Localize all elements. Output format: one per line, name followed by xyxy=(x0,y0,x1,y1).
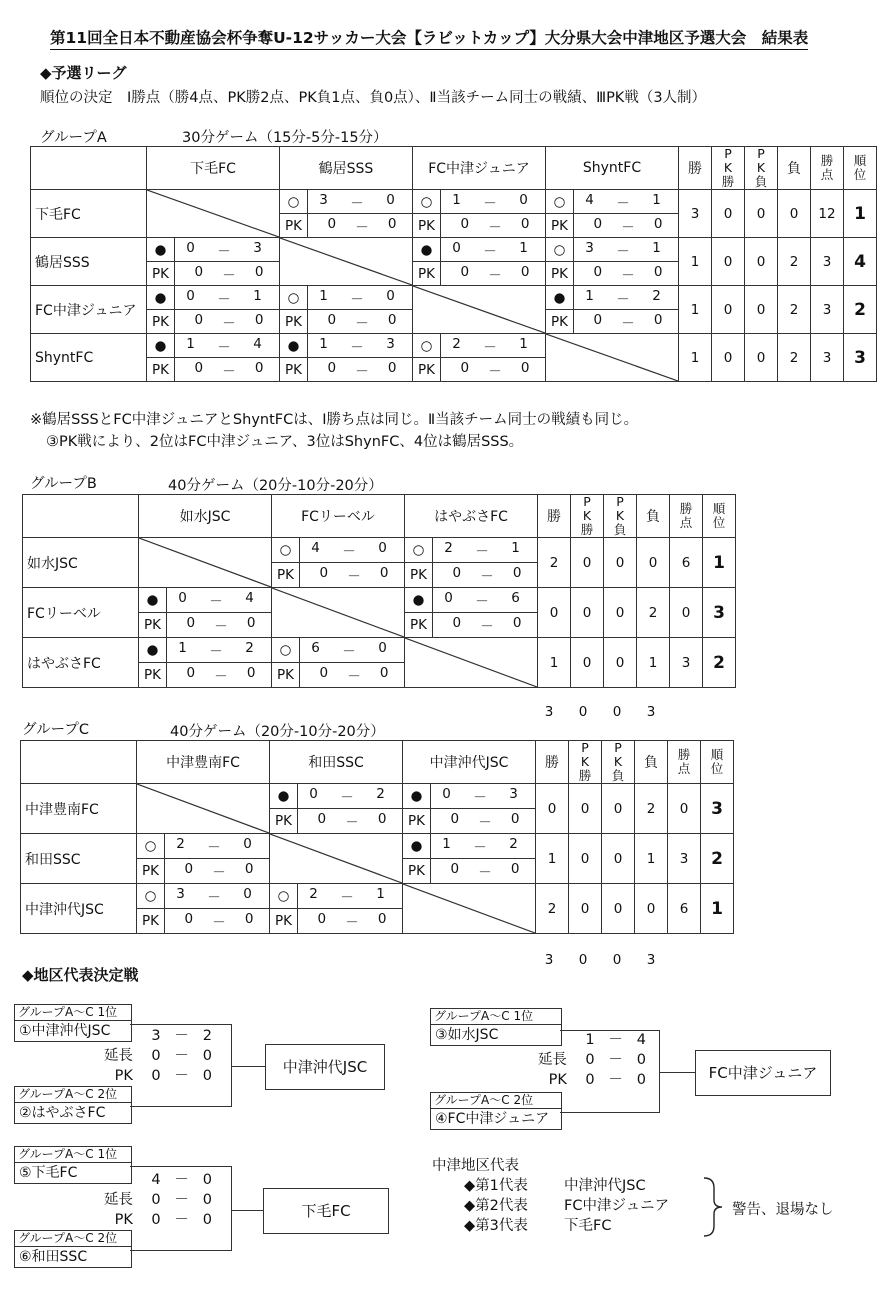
total-value: 0 xyxy=(578,704,588,720)
pk-score: 0 － 0 xyxy=(441,214,546,238)
knockout-heading: ◆地区代表決定戦 xyxy=(22,966,139,984)
row-team-name: FC中津ジュニア xyxy=(31,286,147,334)
stat-rank: 2 xyxy=(703,638,736,688)
self-match-cell xyxy=(546,334,679,382)
stat-points: 3 xyxy=(811,334,844,382)
pk-label: PK xyxy=(413,214,441,238)
rep-2-team: FC中津ジュニア xyxy=(564,1198,670,1214)
pk-score: 0 － 0 xyxy=(574,262,679,286)
self-match-cell xyxy=(405,638,538,688)
match-score: 0 － 1 xyxy=(441,238,546,262)
column-header-team: 如水JSC xyxy=(139,495,272,538)
stat-pklose: 0 xyxy=(604,538,637,588)
group-b-label: グループB xyxy=(30,476,97,492)
pk-label: PK xyxy=(413,262,441,286)
pk-score: 0 － 0 xyxy=(167,663,272,688)
rep-3-rank: ◆第3代表 xyxy=(464,1218,528,1234)
stat-header-pkwin: P K 勝 xyxy=(571,495,604,538)
pk-label: PK xyxy=(272,663,300,688)
table-row xyxy=(21,884,734,909)
pk-label: PK xyxy=(139,663,167,688)
stat-pklose: 0 xyxy=(745,190,778,238)
group-c-label: グループC xyxy=(22,722,89,738)
match3-scores: 4 － 0 延長 0 － 0 PK 0 － 0 xyxy=(103,1172,212,1228)
column-header-team: 和田SSC xyxy=(270,741,403,784)
match2-team-a: ③如水JSC xyxy=(435,1027,499,1043)
pk-score: 0 － 0 xyxy=(175,358,280,382)
stat-header-points: 勝 点 xyxy=(811,147,844,190)
stat-header-win: 勝 xyxy=(536,741,569,784)
stat-header-pklose: P K 負 xyxy=(602,741,635,784)
stat-pkwin: 0 xyxy=(712,286,745,334)
stat-win: 1 xyxy=(679,238,712,286)
result-mark: ● xyxy=(546,286,574,310)
stat-pkwin: 0 xyxy=(712,238,745,286)
stat-win: 0 xyxy=(538,588,571,638)
group-b-table xyxy=(22,494,736,688)
column-header-team: FCリーベル xyxy=(272,495,405,538)
stat-pklose: 0 xyxy=(604,638,637,688)
result-mark: ○ xyxy=(272,638,300,663)
pk-label: PK xyxy=(546,214,574,238)
pk-score: 0 － 0 xyxy=(308,310,413,334)
total-value: 3 xyxy=(544,952,554,968)
match-score: 3 － 0 xyxy=(165,884,270,909)
pk-label: PK xyxy=(137,909,165,934)
total-value: 3 xyxy=(646,704,656,720)
representatives-ranks xyxy=(464,1176,528,1236)
pk-score: 0 － 0 xyxy=(441,262,546,286)
stat-pklose: 0 xyxy=(602,884,635,934)
result-mark: ● xyxy=(147,334,175,358)
result-mark: ● xyxy=(139,638,167,663)
result-mark: ○ xyxy=(137,834,165,859)
stat-lose: 1 xyxy=(637,638,670,688)
match3-team-b-box xyxy=(14,1230,132,1268)
total-value: 0 xyxy=(578,952,588,968)
self-match-cell xyxy=(147,190,280,238)
pk-label: PK xyxy=(403,809,431,834)
stat-header-points: 勝 点 xyxy=(670,495,703,538)
match2-team-b: ④FC中津ジュニア xyxy=(435,1111,550,1127)
table-row xyxy=(23,538,736,563)
representatives-heading: 中津地区代表 xyxy=(432,1158,519,1174)
stat-win: 1 xyxy=(679,286,712,334)
pk-label: PK xyxy=(280,310,308,334)
match1-team-b-box xyxy=(14,1086,132,1124)
match1-team-b: ②はやぶさFC xyxy=(19,1105,106,1121)
corner-cell xyxy=(21,741,137,784)
match3-team-a-label: グループA～C 1位 xyxy=(15,1147,131,1163)
stat-pkwin: 0 xyxy=(712,334,745,382)
stat-pklose: 0 xyxy=(745,286,778,334)
result-mark: ○ xyxy=(546,238,574,262)
stat-win: 3 xyxy=(679,190,712,238)
pk-score: 0 － 0 xyxy=(433,563,538,588)
stat-pkwin: 0 xyxy=(569,834,602,884)
pk-label: PK xyxy=(139,613,167,638)
self-match-cell xyxy=(403,884,536,934)
match2-winner: FC中津ジュニア xyxy=(695,1050,831,1096)
stat-lose: 2 xyxy=(637,588,670,638)
rep-1-team: 中津沖代JSC xyxy=(564,1178,646,1194)
match-score: 0 － 3 xyxy=(175,238,280,262)
column-header-team: FC中津ジュニア xyxy=(413,147,546,190)
column-header-team: 中津沖代JSC xyxy=(403,741,536,784)
row-team-name: ShyntFC xyxy=(31,334,147,382)
stat-points: 3 xyxy=(670,638,703,688)
stat-header-win: 勝 xyxy=(679,147,712,190)
stat-points: 6 xyxy=(668,884,701,934)
pk-score: 0 － 0 xyxy=(165,859,270,884)
match-score: 0 － 4 xyxy=(167,588,272,613)
self-match-cell xyxy=(270,834,403,884)
rep-2-rank: ◆第2代表 xyxy=(464,1198,528,1214)
pk-score: 0 － 0 xyxy=(431,859,536,884)
stat-pkwin: 0 xyxy=(712,190,745,238)
group-a-note-2: ③PK戦により、2位はFC中津ジュニア、3位はShynFC、4位は鶴居SSS。 xyxy=(46,434,524,450)
row-team-name: はやぶさFC xyxy=(23,638,139,688)
stat-lose: 2 xyxy=(635,784,668,834)
match3-team-a: ⑤下毛FC xyxy=(19,1165,78,1181)
result-mark: ● xyxy=(403,834,431,859)
stat-pklose: 0 xyxy=(604,588,637,638)
match-score: 1 － 2 xyxy=(574,286,679,310)
pk-label: PK xyxy=(403,859,431,884)
stat-win: 1 xyxy=(679,334,712,382)
result-mark: ○ xyxy=(280,286,308,310)
stat-header-lose: 負 xyxy=(637,495,670,538)
match3-team-b-label: グループA～C 2位 xyxy=(15,1231,131,1247)
table-row xyxy=(31,190,877,214)
result-mark: ○ xyxy=(272,538,300,563)
pk-score: 0 － 0 xyxy=(175,310,280,334)
match-score: 4 － 1 xyxy=(574,190,679,214)
match-score: 4 － 0 xyxy=(300,538,405,563)
stat-win: 2 xyxy=(536,884,569,934)
group-a-label: グループA xyxy=(40,130,107,146)
stat-win: 1 xyxy=(538,638,571,688)
stat-header-lose: 負 xyxy=(778,147,811,190)
match2-team-b-box xyxy=(430,1092,562,1130)
match-score: 6 － 0 xyxy=(300,638,405,663)
pk-label: PK xyxy=(137,859,165,884)
column-header-team: 鶴居SSS xyxy=(280,147,413,190)
ranking-rule: 順位の決定 Ⅰ勝点（勝4点、PK勝2点、PK負1点、負0点）、Ⅱ当該チーム同士の戦績、ⅢPK戦（3人制） xyxy=(40,90,707,106)
self-match-cell xyxy=(272,588,405,638)
stat-pkwin: 0 xyxy=(571,588,604,638)
representatives-teams xyxy=(564,1176,669,1236)
pk-score: 0 － 0 xyxy=(165,909,270,934)
stat-lose: 2 xyxy=(778,286,811,334)
bracket-line xyxy=(130,1106,232,1107)
column-header-team: はやぶさFC xyxy=(405,495,538,538)
match2-scores: 1 － 4 延長 0 － 0 PK 0 － 0 xyxy=(537,1032,646,1088)
pk-label: PK xyxy=(272,563,300,588)
match3-team-b: ⑥和田SSC xyxy=(19,1249,88,1265)
column-header-team: ShyntFC xyxy=(546,147,679,190)
stat-rank: 2 xyxy=(701,834,734,884)
row-team-name: 下毛FC xyxy=(31,190,147,238)
stat-lose: 1 xyxy=(635,834,668,884)
stat-rank: 4 xyxy=(844,238,877,286)
self-match-cell xyxy=(139,538,272,588)
result-mark: ○ xyxy=(405,538,433,563)
table-row xyxy=(31,238,877,262)
result-mark: ○ xyxy=(413,190,441,214)
pk-score: 0 － 0 xyxy=(298,809,403,834)
pk-label: PK xyxy=(413,358,441,382)
match1-team-a-label: グループA～C 1位 xyxy=(15,1005,131,1021)
match-score: 2 － 1 xyxy=(441,334,546,358)
match-score: 1 － 2 xyxy=(431,834,536,859)
pk-score: 0 － 0 xyxy=(574,214,679,238)
pk-label: PK xyxy=(546,310,574,334)
bracket-line xyxy=(130,1250,232,1251)
total-value: 0 xyxy=(612,952,622,968)
table-row xyxy=(31,286,877,310)
stat-points: 6 xyxy=(670,538,703,588)
bracket-line xyxy=(130,1166,232,1167)
stat-header-rank: 順 位 xyxy=(701,741,734,784)
match1-winner: 中津沖代JSC xyxy=(265,1044,385,1090)
stat-header-lose: 負 xyxy=(635,741,668,784)
pk-label: PK xyxy=(280,358,308,382)
match-score: 1 － 3 xyxy=(308,334,413,358)
table-row xyxy=(23,638,736,663)
group-a-note-1: ※鶴居SSSとFC中津ジュニアとShyntFCは、Ⅰ勝ち点は同じ。Ⅱ当該チーム同士の戦績も同じ。 xyxy=(30,412,639,428)
result-mark: ○ xyxy=(280,190,308,214)
total-value: 3 xyxy=(544,704,554,720)
corner-cell xyxy=(23,495,139,538)
stat-rank: 3 xyxy=(844,334,877,382)
stat-pkwin: 0 xyxy=(571,638,604,688)
row-team-name: 中津豊南FC xyxy=(21,784,137,834)
match1-team-a: ①中津沖代JSC xyxy=(19,1023,111,1039)
pk-label: PK xyxy=(147,358,175,382)
result-mark: ○ xyxy=(413,334,441,358)
result-mark: ● xyxy=(139,588,167,613)
result-mark: ● xyxy=(280,334,308,358)
stat-header-pklose: P K 負 xyxy=(745,147,778,190)
result-mark: ● xyxy=(405,588,433,613)
brace-icon xyxy=(702,1176,726,1238)
stat-pkwin: 0 xyxy=(569,884,602,934)
match-score: 2 － 1 xyxy=(433,538,538,563)
result-mark: ○ xyxy=(546,190,574,214)
match-score: 3 － 0 xyxy=(308,190,413,214)
match-score: 0 － 1 xyxy=(175,286,280,310)
table-row xyxy=(21,784,734,809)
stat-win: 2 xyxy=(538,538,571,588)
stat-win: 0 xyxy=(536,784,569,834)
pk-score: 0 － 0 xyxy=(308,358,413,382)
stat-lose: 0 xyxy=(635,884,668,934)
match-score: 0 － 6 xyxy=(433,588,538,613)
pk-label: PK xyxy=(405,563,433,588)
league-heading: ◆予選リーグ xyxy=(40,64,127,82)
self-match-cell xyxy=(280,238,413,286)
stat-rank: 2 xyxy=(844,286,877,334)
stat-lose: 0 xyxy=(637,538,670,588)
column-header-team: 中津豊南FC xyxy=(137,741,270,784)
stat-pkwin: 0 xyxy=(571,538,604,588)
stat-pklose: 0 xyxy=(602,834,635,884)
table-row xyxy=(31,334,877,358)
stat-rank: 3 xyxy=(701,784,734,834)
match-score: 1 － 4 xyxy=(175,334,280,358)
stat-rank: 1 xyxy=(844,190,877,238)
match1-scores: 3 － 2 延長 0 － 0 PK 0 － 0 xyxy=(103,1028,212,1084)
match-score: 2 － 1 xyxy=(298,884,403,909)
group-a-table xyxy=(30,146,877,382)
rep-1-rank: ◆第1代表 xyxy=(464,1178,528,1194)
stat-points: 12 xyxy=(811,190,844,238)
row-team-name: 和田SSC xyxy=(21,834,137,884)
group-b-format: 40分ゲーム（20分-10分-20分） xyxy=(168,478,383,494)
result-mark: ● xyxy=(270,784,298,809)
stat-pkwin: 0 xyxy=(569,784,602,834)
stat-header-rank: 順 位 xyxy=(703,495,736,538)
match2-team-b-label: グループA～C 2位 xyxy=(431,1093,561,1109)
bracket-line xyxy=(231,1166,232,1251)
stat-rank: 3 xyxy=(703,588,736,638)
stat-points: 3 xyxy=(668,834,701,884)
match-score: 0 － 2 xyxy=(298,784,403,809)
representatives-note: 警告、退場なし xyxy=(732,1202,834,1218)
pk-score: 0 － 0 xyxy=(298,909,403,934)
stat-rank: 1 xyxy=(701,884,734,934)
row-team-name: 鶴居SSS xyxy=(31,238,147,286)
stat-lose: 2 xyxy=(778,334,811,382)
match-score: 1 － 2 xyxy=(167,638,272,663)
pk-score: 0 － 0 xyxy=(574,310,679,334)
pk-score: 0 － 0 xyxy=(433,613,538,638)
match3-winner: 下毛FC xyxy=(263,1188,389,1234)
stat-pklose: 0 xyxy=(602,784,635,834)
group-c-totals xyxy=(532,952,668,968)
match1-team-b-label: グループA～C 2位 xyxy=(15,1087,131,1103)
pk-label: PK xyxy=(270,909,298,934)
group-b-totals xyxy=(532,704,668,720)
stat-points: 3 xyxy=(811,286,844,334)
stat-header-win: 勝 xyxy=(538,495,571,538)
stat-rank: 1 xyxy=(703,538,736,588)
pk-label: PK xyxy=(270,809,298,834)
stat-win: 1 xyxy=(536,834,569,884)
total-value: 0 xyxy=(612,704,622,720)
pk-label: PK xyxy=(405,613,433,638)
total-value: 3 xyxy=(646,952,656,968)
group-c-table xyxy=(20,740,734,934)
stat-header-points: 勝 点 xyxy=(668,741,701,784)
match-score: 1 － 0 xyxy=(308,286,413,310)
pk-score: 0 － 0 xyxy=(308,214,413,238)
result-mark: ● xyxy=(147,286,175,310)
stat-header-rank: 順 位 xyxy=(844,147,877,190)
result-mark: ○ xyxy=(137,884,165,909)
stat-points: 3 xyxy=(811,238,844,286)
pk-label: PK xyxy=(280,214,308,238)
page-title: 第11回全日本不動産協会杯争奪U-12サッカー大会【ラビットカップ】大分県大会中津地区予選大会 結果表 xyxy=(50,26,808,50)
table-row xyxy=(23,588,736,613)
stat-pklose: 0 xyxy=(745,238,778,286)
pk-score: 0 － 0 xyxy=(431,809,536,834)
pk-label: PK xyxy=(147,262,175,286)
row-team-name: 如水JSC xyxy=(23,538,139,588)
pk-score: 0 － 0 xyxy=(441,358,546,382)
match-score: 0 － 3 xyxy=(431,784,536,809)
pk-score: 0 － 0 xyxy=(167,613,272,638)
column-header-team: 下毛FC xyxy=(147,147,280,190)
stat-lose: 2 xyxy=(778,238,811,286)
result-mark: ● xyxy=(147,238,175,262)
match-score: 2 － 0 xyxy=(165,834,270,859)
row-team-name: 中津沖代JSC xyxy=(21,884,137,934)
bracket-line xyxy=(231,1210,263,1211)
result-mark: ● xyxy=(403,784,431,809)
stat-pklose: 0 xyxy=(745,334,778,382)
stat-points: 0 xyxy=(670,588,703,638)
group-a-format: 30分ゲーム（15分-5分-15分） xyxy=(182,130,388,146)
pk-label: PK xyxy=(147,310,175,334)
bracket-line xyxy=(231,1066,265,1067)
bracket-line xyxy=(560,1112,660,1113)
table-row xyxy=(21,834,734,859)
stat-header-pkwin: P K 勝 xyxy=(569,741,602,784)
match2-team-a-label: グループA～C 1位 xyxy=(431,1009,561,1025)
stat-header-pkwin: P K 勝 xyxy=(712,147,745,190)
pk-score: 0 － 0 xyxy=(175,262,280,286)
stat-lose: 0 xyxy=(778,190,811,238)
pk-score: 0 － 0 xyxy=(300,563,405,588)
row-team-name: FCリーベル xyxy=(23,588,139,638)
rep-3-team: 下毛FC xyxy=(564,1218,612,1234)
corner-cell xyxy=(31,147,147,190)
stat-points: 0 xyxy=(668,784,701,834)
pk-score: 0 － 0 xyxy=(300,663,405,688)
group-c-format: 40分ゲーム（20分-10分-20分） xyxy=(170,724,385,740)
stat-header-pklose: P K 負 xyxy=(604,495,637,538)
match-score: 1 － 0 xyxy=(441,190,546,214)
pk-label: PK xyxy=(546,262,574,286)
bracket-line xyxy=(659,1072,695,1073)
self-match-cell xyxy=(137,784,270,834)
result-mark: ● xyxy=(413,238,441,262)
match-score: 3 － 1 xyxy=(574,238,679,262)
self-match-cell xyxy=(413,286,546,334)
result-mark: ○ xyxy=(270,884,298,909)
